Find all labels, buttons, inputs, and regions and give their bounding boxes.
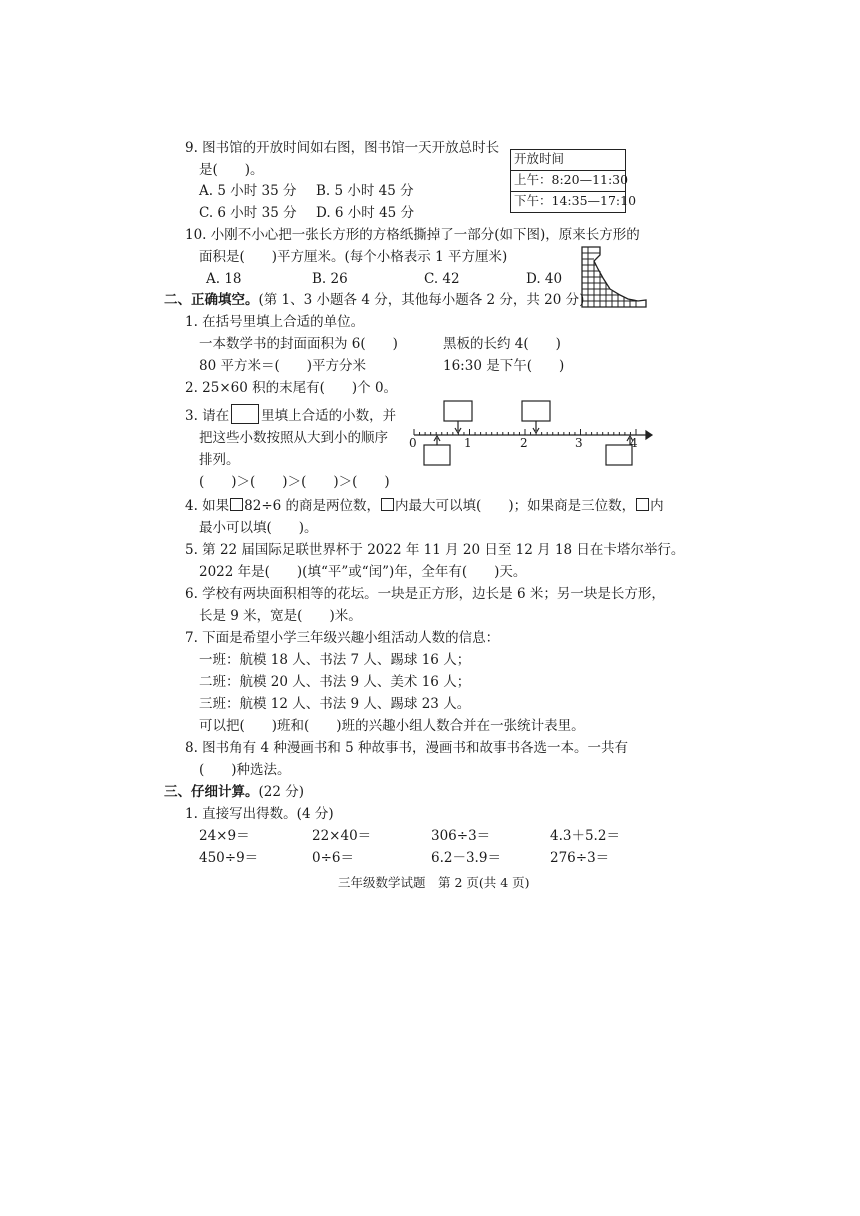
s2-q1-b: 黑板的长约 4( )	[443, 336, 561, 352]
s2-q6-line2: 长是 9 米，宽是( )米。	[199, 608, 362, 624]
s2-q3-post: 里填上合适的小数，并	[261, 408, 397, 424]
s2-q8-line2: ( )种选法。	[199, 762, 291, 778]
s2-q2: 2. 25×60 积的末尾有( )个 0。	[185, 380, 398, 396]
q10-line1: 10. 小刚不小心把一张长方形的方格纸撕掉了一部分(如下图)，原来长方形的	[185, 227, 640, 243]
s2-q7-class1: 一班：航模 18 人、书法 7 人、踢球 16 人；	[199, 652, 471, 668]
q10-option-b: B. 26	[312, 271, 348, 287]
s2-q6-line1: 6. 学校有两块面积相等的花坛。一块是正方形，边长是 6 米；另一块是长方形，	[185, 586, 665, 602]
s2-q1-c: 80 平方米＝( )平方分米	[199, 358, 367, 374]
s2-q4-l1b: 82÷6 的商是两位数，	[244, 498, 381, 514]
s2-q7-class2: 二班：航模 20 人、书法 9 人、美术 16 人；	[199, 674, 471, 690]
section2-note: (第 1、3 小题各 4 分，其他每小题各 2 分，共 20 分)	[258, 292, 585, 308]
section3-title: 三、仔细计算。	[164, 784, 259, 800]
s2-q5-line1: 5. 第 22 届国际足联世界杯于 2022 年 11 月 20 日至 12 月 18 日在卡塔尔举行。	[185, 542, 685, 558]
tick-label-2: 2	[520, 436, 528, 450]
section2-title: 二、正确填空。	[164, 292, 259, 308]
q10-option-c: C. 42	[424, 271, 460, 287]
opening-hours-table	[510, 149, 637, 213]
s2-q3-line1	[185, 404, 396, 425]
q10-line2: 面积是( )平方厘米。(每个小格表示 1 平方厘米)	[199, 249, 508, 265]
calc-item: 6.2－3.9＝	[431, 850, 501, 866]
s2-q3-pre: 3. 请在	[185, 408, 230, 424]
tick-label-3: 3	[575, 436, 583, 450]
s2-q3-line2: 把这些小数按照从大到小的顺序	[199, 430, 388, 446]
schedule-title: 开放时间	[514, 151, 565, 166]
s2-q4-l1d: 内	[650, 498, 664, 514]
q9-option-b: B. 5 小时 45 分	[316, 183, 414, 199]
s2-q8-line1: 8. 图书角有 4 种漫画书和 5 种故事书，漫画书和故事书各选一本。一共有	[185, 740, 629, 756]
section2-heading	[164, 291, 584, 309]
section3-heading	[164, 783, 304, 801]
q9-line1: 9. 图书馆的开放时间如右图，图书馆一天开放总时长	[185, 140, 500, 156]
schedule-afternoon: 下午：14:35—17:10	[514, 193, 637, 208]
calc-item: 306÷3＝	[431, 828, 491, 844]
blank-square-icon	[381, 498, 394, 511]
q9-line2: 是( )。	[199, 162, 264, 178]
s2-q3-line4: ( )＞( )＞( )＞( )	[199, 474, 390, 490]
s2-q1-line: 1. 在括号里填上合适的单位。	[185, 314, 365, 330]
s2-q4-line2: 最小可以填( )。	[199, 520, 318, 536]
blank-square-icon	[230, 498, 243, 511]
answer-box-icon	[231, 404, 259, 424]
s2-q7-line5: 可以把( )班和( )班的兴趣小组人数合并在一张统计表里。	[199, 718, 585, 734]
s2-q4-l1a: 4. 如果	[185, 498, 230, 514]
s2-q7-class3: 三班：航模 12 人、书法 9 人、踢球 23 人。	[199, 696, 471, 712]
calc-item: 276÷3＝	[550, 850, 610, 866]
page-footer: 三年级数学试题 第 2 页(共 4 页)	[338, 875, 530, 890]
s2-q1-d: 16:30 是下午( )	[443, 358, 565, 374]
torn-grid-figure	[578, 245, 650, 311]
calc-item: 22×40＝	[312, 828, 372, 844]
s2-q4-line1	[185, 497, 664, 515]
s3-q1: 1. 直接写出得数。(4 分)	[185, 806, 334, 822]
s2-q3-line3: 排列。	[199, 452, 240, 468]
calc-item: 0÷6＝	[312, 850, 354, 866]
q9-option-a: A. 5 小时 35 分	[199, 183, 297, 199]
q9-option-c: C. 6 小时 35 分	[199, 205, 297, 221]
q10-option-a: A. 18	[206, 271, 242, 287]
s2-q1-a: 一本数学书的封面面积为 6( )	[199, 336, 398, 352]
tick-label-4: 4	[630, 436, 638, 450]
calc-item: 4.3＋5.2＝	[550, 828, 620, 844]
tick-label-1: 1	[464, 436, 472, 450]
blank-square-icon	[636, 498, 649, 511]
schedule-morning: 上午：8:20—11:30	[514, 172, 629, 187]
number-line	[402, 398, 654, 468]
q9-option-d: D. 6 小时 45 分	[316, 205, 415, 221]
calc-item: 450÷9＝	[199, 850, 259, 866]
tick-label-0: 0	[409, 436, 417, 450]
section3-note: (22 分)	[258, 784, 305, 800]
s2-q5-line2: 2022 年是( )(填“平”或“闰”)年，全年有( )天。	[199, 564, 527, 580]
s2-q7-line1: 7. 下面是希望小学三年级兴趣小组活动人数的信息：	[185, 630, 500, 646]
s2-q4-l1c: 内最大可以填( )；如果商是三位数，	[395, 498, 636, 514]
calc-item: 24×9＝	[199, 828, 250, 844]
q10-option-d: D. 40	[526, 271, 563, 287]
